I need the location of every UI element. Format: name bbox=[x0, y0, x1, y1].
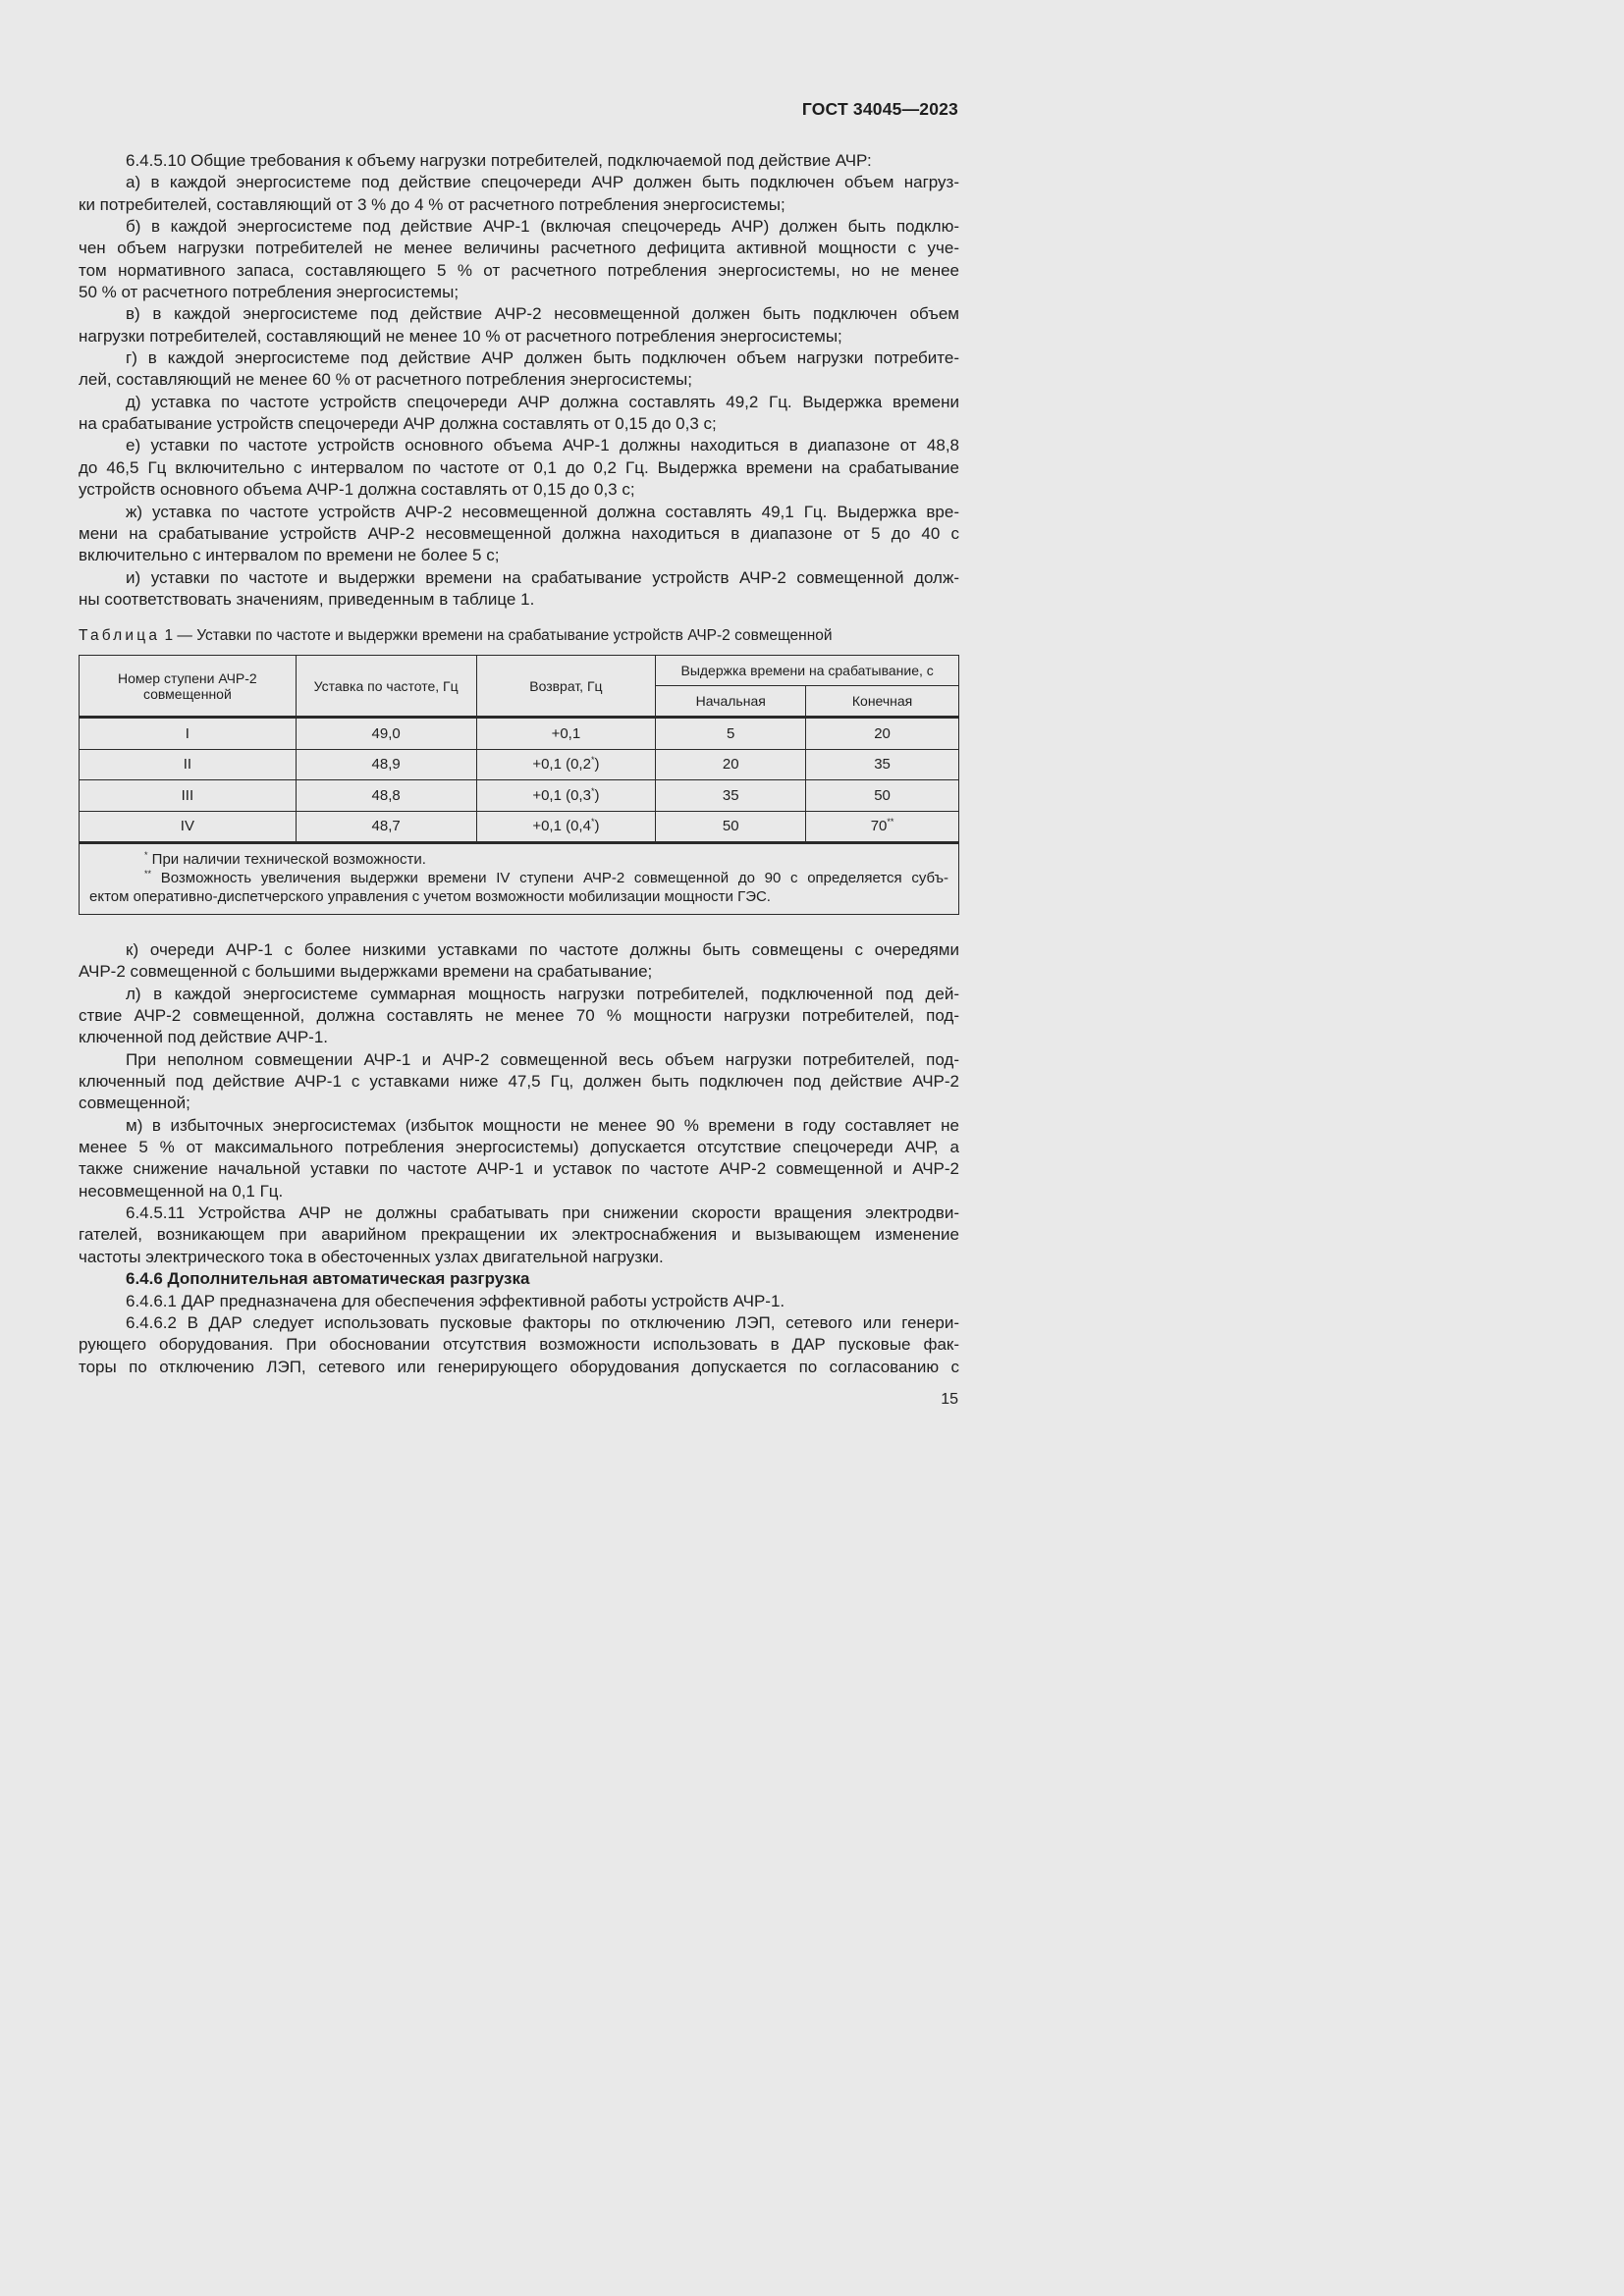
paragraph bbox=[79, 567, 959, 612]
return-text: +0,1 (0,2 bbox=[532, 756, 591, 774]
paragraph bbox=[79, 1312, 959, 1378]
stage-text: I bbox=[185, 724, 189, 742]
paragraph-line: до 46,5 Гц включительно с интервалом по частоте от 0,1 до 0,2 Гц. Выдержка времени на срабатывание bbox=[79, 457, 959, 477]
paragraph-line: ствие АЧР-2 совмещенной, должна составлять не менее 70 % мощности нагрузки потребителей, под- bbox=[79, 1006, 959, 1026]
header-return: Возврат, Гц bbox=[476, 656, 656, 718]
table-note-1 bbox=[89, 850, 948, 869]
table-1 bbox=[79, 655, 959, 915]
paragraph bbox=[79, 984, 959, 1049]
paragraph-line: е) уставки по частоте устройств основного объема АЧР-1 должны находиться в диапазоне от 48,8 bbox=[126, 436, 959, 455]
paragraph-line: ны соответствовать значениям, приведенным в таблице 1. bbox=[79, 589, 535, 609]
paragraph-line: чен объем нагрузки потребителей не менее величины расчетного дефицита активной мощности с уче- bbox=[79, 239, 959, 258]
note-2-mark: ** bbox=[144, 869, 152, 879]
table-row bbox=[80, 749, 959, 780]
table-note-2-line-1 bbox=[89, 869, 948, 887]
frequency-text: 48,9 bbox=[371, 756, 401, 774]
cell-delay-initial bbox=[656, 718, 806, 750]
paragraph bbox=[79, 303, 959, 347]
paragraph-line: нагрузки потребителей, составляющий не менее 10 % от расчетного потребления энергосистемы; bbox=[79, 326, 842, 346]
stage-text: IV bbox=[180, 818, 194, 835]
return-note-mark: * bbox=[590, 817, 595, 828]
paragraph-line: а) в каждой энергосистеме под действие спецочереди АЧР должен быть подключен объем нагруз- bbox=[126, 173, 959, 192]
paragraph bbox=[79, 939, 959, 984]
table-caption-label: Таблица bbox=[79, 627, 161, 644]
paragraph-line: При неполном совмещении АЧР-1 и АЧР-2 совмещенной весь объем нагрузки потребителей, под- bbox=[126, 1049, 959, 1069]
paragraph bbox=[79, 172, 959, 216]
paragraph-line: б) в каждой энергосистеме под действие АЧР-1 (включая спецочередь АЧР) должен быть подклю- bbox=[126, 217, 959, 237]
paragraph-line: 6.4.5.11 Устройства АЧР не должны срабатывать при снижении скорости вращения электродви- bbox=[126, 1203, 959, 1223]
paragraph-line: в) в каждой энергосистеме под действие АЧР-2 несовмещенной должен быть подключен объем bbox=[126, 304, 959, 324]
cell-delay-final bbox=[806, 749, 959, 780]
paragraph bbox=[79, 502, 959, 567]
return-close: ) bbox=[594, 818, 600, 835]
cell-frequency bbox=[296, 749, 476, 780]
delay-final-text: 50 bbox=[874, 786, 891, 804]
paragraph-line: совмещенной; bbox=[79, 1094, 190, 1113]
cell-frequency bbox=[296, 780, 476, 812]
header-frequency: Уставка по частоте, Гц bbox=[296, 656, 476, 718]
cell-return bbox=[476, 811, 656, 843]
paragraph-line: частоты электрического тока в обесточенных узлах двигательной нагрузки. bbox=[79, 1247, 664, 1266]
return-text: +0,1 bbox=[551, 724, 581, 742]
paragraph bbox=[79, 347, 959, 392]
page-number: 15 bbox=[941, 1391, 958, 1408]
cell-delay-initial bbox=[656, 811, 806, 843]
delay-initial-text: 35 bbox=[722, 786, 739, 804]
paragraph-line: г) в каждой энергосистеме под действие АЧР должен быть подключен объем нагрузки потребите- bbox=[126, 348, 959, 368]
paragraph-line: торы по отключению ЛЭП, сетевого или генерирующего оборудования допускается по согласованию с bbox=[79, 1357, 959, 1376]
bottom-text-block bbox=[79, 939, 959, 1378]
paragraph-line: л) в каждой энергосистеме суммарная мощность нагрузки потребителей, подключенной под дей- bbox=[126, 984, 959, 1003]
note-1-text: При наличии технической возможности. bbox=[147, 851, 426, 868]
header-delay-initial: Начальная bbox=[656, 686, 806, 718]
paragraph-line: несовмещенной на 0,1 Гц. bbox=[79, 1181, 284, 1201]
cell-delay-final bbox=[806, 718, 959, 750]
document-page bbox=[0, 0, 1089, 1539]
paragraph-line: и) уставки по частоте и выдержки времени на срабатывание устройств АЧР-2 совмещенной долж- bbox=[126, 567, 959, 587]
paragraph-line: м) в избыточных энергосистемах (избыток мощности не менее 90 % времени в году составляет не bbox=[126, 1115, 959, 1135]
frequency-text: 48,8 bbox=[371, 786, 401, 804]
paragraph-line: ж) уставка по частоте устройств АЧР-2 несовмещенной должна составлять 49,1 Гц. Выдержка вре- bbox=[126, 502, 959, 521]
paragraph-line: д) уставка по частоте устройств спецочереди АЧР должна составлять 49,2 Гц. Выдержка времени bbox=[126, 392, 959, 411]
paragraph-line: к) очереди АЧР-1 с более низкими уставками по частоте должны быть совмещены с очередями bbox=[126, 940, 959, 959]
table-note-2-line-2: ектом оперативно-диспетчерского управления с учетом возможности мобилизации мощности ГЭС. bbox=[89, 888, 771, 905]
header-stage-text: Номер ступени АЧР-2 совмещенной bbox=[118, 669, 257, 702]
delay-initial-text: 5 bbox=[727, 724, 735, 742]
paragraph-line: мени на срабатывание устройств АЧР-2 несовмещенной должна находиться в диапазоне от 5 до 40 с bbox=[79, 523, 959, 543]
header-delay-final: Конечная bbox=[806, 686, 959, 718]
table-row bbox=[80, 780, 959, 812]
table-caption-text: 1 — Уставки по частоте и выдержки времени на срабатывание устройств АЧР-2 совмещенной bbox=[160, 627, 833, 644]
paragraph bbox=[79, 1268, 959, 1290]
delay-final-text: 35 bbox=[874, 756, 891, 774]
note-1-mark: * bbox=[144, 850, 148, 860]
return-close: ) bbox=[594, 786, 600, 804]
cell-delay-final bbox=[806, 780, 959, 812]
paragraph-line: гателей, возникающем при аварийном прекращении их электроснабжения и вызывающем изменение bbox=[79, 1225, 959, 1245]
paragraph-line: лей, составляющий не менее 60 % от расчетного потребления энергосистемы; bbox=[79, 370, 692, 390]
cell-delay-initial bbox=[656, 749, 806, 780]
return-note-mark: * bbox=[590, 785, 595, 796]
return-note-mark: * bbox=[590, 755, 595, 766]
cell-stage bbox=[80, 811, 297, 843]
return-text: +0,1 (0,4 bbox=[532, 818, 591, 835]
paragraph-line: включительно с интервалом по времени не более 5 с; bbox=[79, 546, 500, 565]
paragraph bbox=[79, 435, 959, 501]
cell-frequency bbox=[296, 811, 476, 843]
delay-final-text: 70 bbox=[870, 818, 888, 835]
paragraph-line: ки потребителей, составляющий от 3 % до 4 % от расчетного потребления энергосистемы; bbox=[79, 194, 785, 214]
paragraph-line: 6.4.6.1 ДАР предназначена для обеспечения эффективной работы устройств АЧР-1. bbox=[126, 1291, 785, 1310]
paragraph-line: 6.4.5.10 Общие требования к объему нагрузки потребителей, подключаемой под действие АЧР: bbox=[126, 151, 872, 170]
delay-initial-text: 20 bbox=[722, 756, 739, 774]
note-2-text-1: Возможность увеличения выдержки времени IV ступени АЧР-2 совмещенной до 90 с определяется субъ- bbox=[151, 870, 948, 886]
table-caption bbox=[79, 626, 959, 646]
paragraph-line: 6.4.6.2 В ДАР следует использовать пусковые факторы по отключению ЛЭП, сетевого или генери- bbox=[126, 1312, 959, 1332]
paragraph-line: АЧР-2 совмещенной с большими выдержками времени на срабатывание; bbox=[79, 962, 653, 982]
paragraph-line: устройств основного объема АЧР-1 должна составлять от 0,15 до 0,3 с; bbox=[79, 480, 635, 500]
paragraph-line: 50 % от расчетного потребления энергосистемы; bbox=[79, 283, 460, 302]
delay-initial-text: 50 bbox=[722, 818, 739, 835]
header-delay: Выдержка времени на срабатывание, с bbox=[656, 656, 959, 686]
paragraph-line: рующего оборудования. При обосновании отсутствия возможности использовать в ДАР пусковые фак- bbox=[79, 1335, 959, 1355]
paragraph bbox=[79, 1202, 959, 1268]
table-row bbox=[80, 811, 959, 843]
frequency-text: 49,0 bbox=[371, 724, 401, 742]
delay-final-text: 20 bbox=[874, 724, 891, 742]
cell-delay-final bbox=[806, 811, 959, 843]
paragraph bbox=[79, 392, 959, 436]
final-note-mark: ** bbox=[887, 817, 894, 828]
top-text-block bbox=[79, 150, 959, 611]
paragraph-line: 6.4.6 Дополнительная автоматическая разгрузка bbox=[126, 1269, 530, 1289]
cell-stage bbox=[80, 749, 297, 780]
frequency-text: 48,7 bbox=[371, 818, 401, 835]
paragraph bbox=[79, 216, 959, 303]
paragraph-line: также снижение начальной уставки по частоте АЧР-1 и уставок по частоте АЧР-2 совмещенной и АЧР-2 bbox=[79, 1159, 959, 1179]
paragraph bbox=[79, 1115, 959, 1202]
paragraph bbox=[79, 1291, 959, 1312]
paragraph-line: том нормативного запаса, составляющего 5 % от расчетного потребления энергосистемы, но не менее bbox=[79, 260, 959, 280]
paragraph-line: менее 5 % от максимального потребления энергосистемы) допускается отсутствие спецочереди АЧР, а bbox=[79, 1138, 959, 1157]
table-notes bbox=[80, 843, 959, 915]
cell-frequency bbox=[296, 718, 476, 750]
paragraph-line: ключенной под действие АЧР-1. bbox=[79, 1028, 328, 1047]
cell-stage bbox=[80, 780, 297, 812]
stage-text: II bbox=[183, 756, 192, 774]
cell-stage bbox=[80, 718, 297, 750]
paragraph-line: на срабатывание устройств спецочереди АЧР должна составлять от 0,15 до 0,3 с; bbox=[79, 414, 717, 434]
table-row bbox=[80, 718, 959, 750]
cell-return bbox=[476, 780, 656, 812]
cell-return bbox=[476, 718, 656, 750]
paragraph-line: ключенный под действие АЧР-1 с уставками ниже 47,5 Гц, должен быть подключен под действие АЧР-2 bbox=[79, 1072, 959, 1092]
paragraph bbox=[79, 1049, 959, 1115]
cell-return bbox=[476, 749, 656, 780]
cell-delay-initial bbox=[656, 780, 806, 812]
stage-text: III bbox=[181, 786, 194, 804]
header-stage bbox=[80, 656, 297, 718]
return-close: ) bbox=[594, 756, 600, 774]
return-text: +0,1 (0,3 bbox=[532, 786, 591, 804]
paragraph bbox=[79, 150, 959, 172]
table-body bbox=[80, 718, 959, 843]
document-code-header: ГОСТ 34045—2023 bbox=[801, 99, 958, 119]
